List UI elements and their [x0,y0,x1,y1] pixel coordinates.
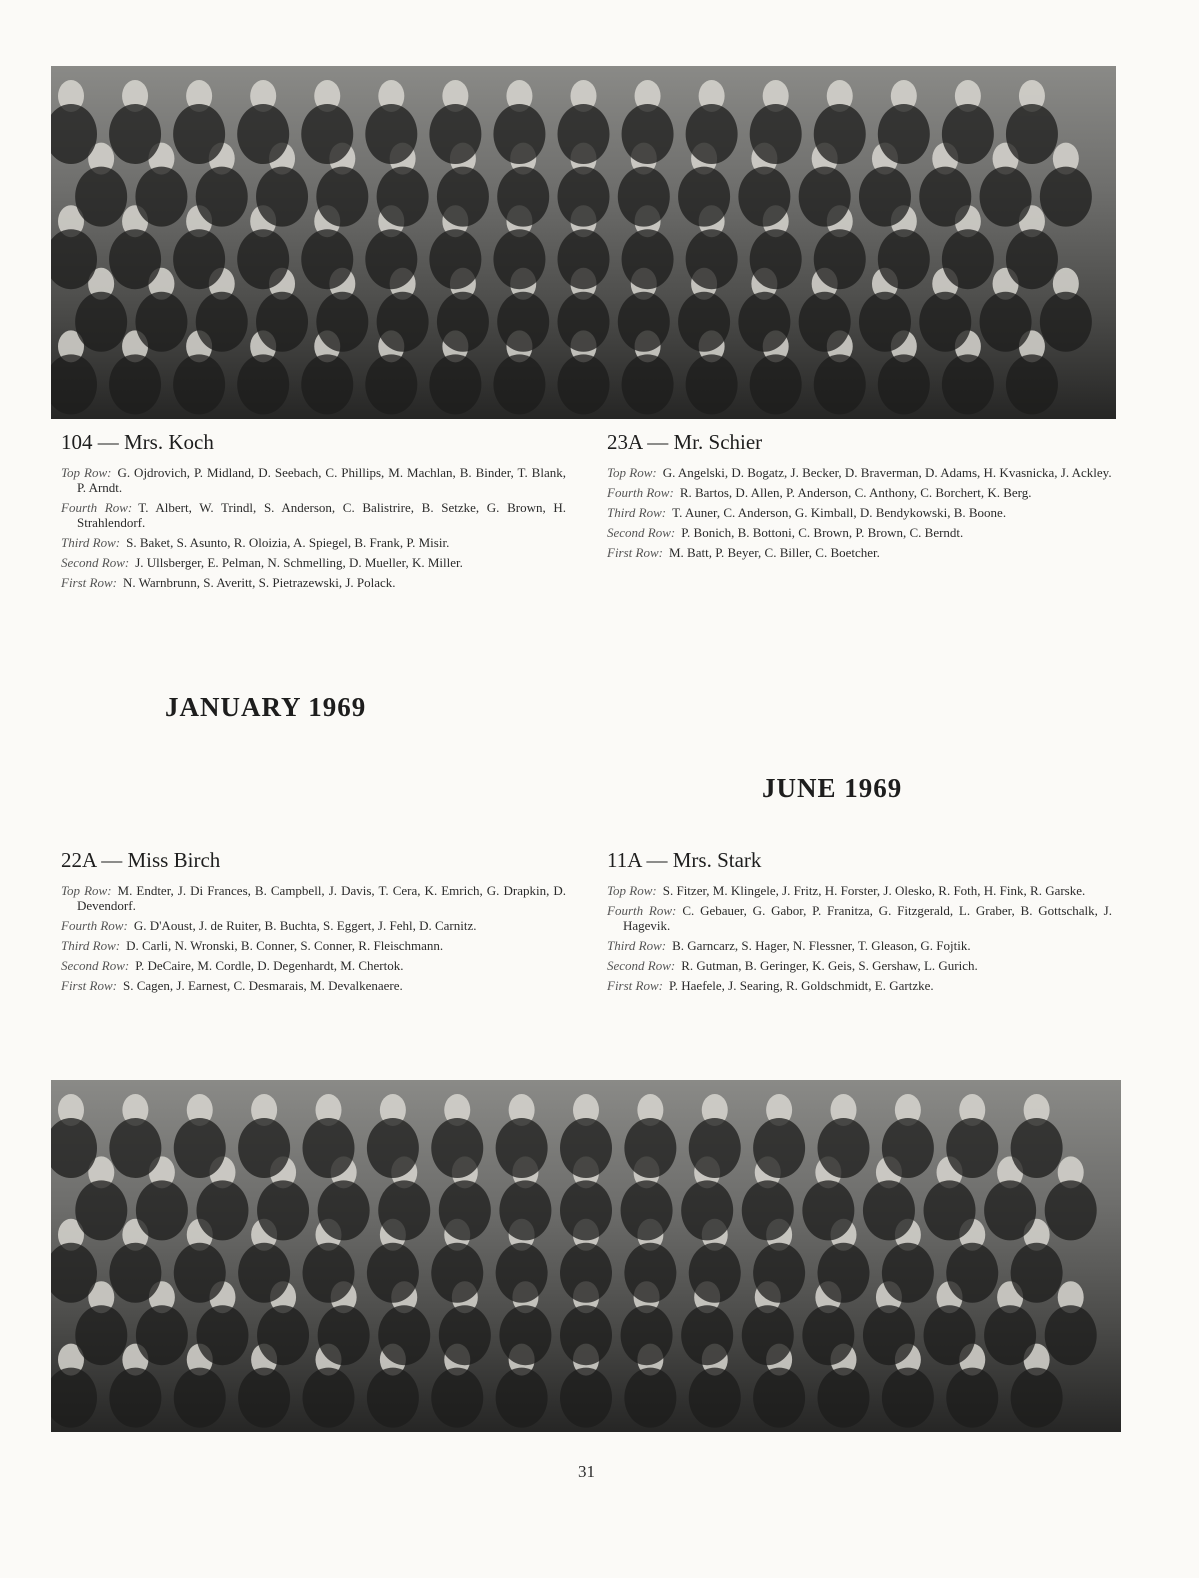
figure-body [882,1368,934,1428]
figure-body [75,1305,127,1365]
figure-body [753,1243,805,1303]
figure-body [174,1368,226,1428]
figure-body [174,1243,226,1303]
figure-body [378,1305,430,1365]
figure-body [818,1368,870,1428]
photo-placeholder-top [51,66,1116,419]
figure-body [946,1243,998,1303]
figure-body [493,104,545,164]
figure-body [689,1243,741,1303]
figure-body [378,1180,430,1240]
figure-body [560,1305,612,1365]
figure-body [689,1118,741,1178]
figure-body [365,229,417,289]
row-names: R. Gutman, B. Geringer, K. Geis, S. Gershaw, L. Gurich. [681,958,978,973]
figure-body [859,292,911,352]
row-names: P. Bonich, B. Bottoni, C. Brown, P. Brown, C. Berndt. [681,525,964,540]
figure-body [109,104,161,164]
figure-body [437,167,489,227]
figure-body [51,354,97,414]
roster-row [61,500,566,530]
figure-body [814,229,866,289]
figure-body [496,1243,548,1303]
figure-body [882,1118,934,1178]
figure-body [1040,292,1092,352]
row-label: First Row: [61,575,117,590]
roster-row [61,555,566,570]
figure-body [51,1368,97,1428]
figure-body [238,1118,290,1178]
figure-body [750,354,802,414]
figure-body [431,1118,483,1178]
figure-body [1006,229,1058,289]
figure-body [499,1180,551,1240]
figure-body [303,1118,355,1178]
figure-body [1006,104,1058,164]
caption-birch [61,848,566,998]
row-label: Third Row: [607,505,667,520]
figure-body [924,1180,976,1240]
figure-body [257,1305,309,1365]
row-label: Second Row: [61,555,130,570]
figure-body [799,167,851,227]
figure-body [558,229,610,289]
row-label: First Row: [61,978,117,993]
roster-row [607,958,1112,973]
roster-row [61,958,566,973]
figure-body [1045,1305,1097,1365]
row-names: T. Auner, C. Anderson, G. Kimball, D. Bendykowski, B. Boone. [672,505,1007,520]
figure-body [621,1180,673,1240]
figure-body [753,1118,805,1178]
figure-body [196,292,248,352]
row-names: D. Carli, N. Wronski, B. Conner, S. Conner, R. Fleischmann. [126,938,444,953]
figure-body [946,1118,998,1178]
row-label: Second Row: [607,525,676,540]
row-names: N. Warnbrunn, S. Averitt, S. Pietrazewski, J. Polack. [122,575,396,590]
row-label: Fourth Row: [61,918,128,933]
caption-koch [61,430,566,595]
roster-row [607,465,1112,480]
row-names: P. Haefele, J. Searing, R. Goldschmidt, E. Gartzke. [668,978,934,993]
figure-body [365,354,417,414]
figure-body [429,354,481,414]
figure-body [173,354,225,414]
figure-body [439,1305,491,1365]
figure-body [257,1180,309,1240]
figure-body [738,292,790,352]
figure-body [429,229,481,289]
row-names: C. Gebauer, G. Gabor, P. Franitza, G. Fitzgerald, L. Graber, B. Gottschalk, J. Hagevik. [623,903,1112,933]
figure-body [238,1368,290,1428]
caption-title: 23A — Mr. Schier [607,430,763,454]
figure-body [439,1180,491,1240]
figure-body [135,292,187,352]
figure-body [942,354,994,414]
figure-body [924,1305,976,1365]
row-names: G. D'Aoust, J. de Ruiter, B. Buchta, S. Eggert, J. Fehl, D. Carnitz. [133,918,477,933]
row-label: Top Row: [607,883,657,898]
figure-body [497,292,549,352]
figure-body [750,229,802,289]
figure-body [882,1243,934,1303]
row-names: B. Garncarz, S. Hager, N. Flessner, T. Gleason, G. Fojtik. [672,938,971,953]
figure-body [1006,354,1058,414]
figure-body [237,354,289,414]
figure-body [560,1368,612,1428]
figure-body [109,1243,161,1303]
figure-body [237,104,289,164]
roster-row [61,535,566,550]
figure-body [558,104,610,164]
figure-body [560,1243,612,1303]
figure-body [367,1243,419,1303]
figure-body [818,1118,870,1178]
figure-body [174,1118,226,1178]
figure-body [689,1368,741,1428]
row-label: Fourth Row: [607,903,677,918]
figure-body [919,292,971,352]
figure-body [618,167,670,227]
row-label: First Row: [607,978,663,993]
figure-body [497,167,549,227]
caption-rows [607,883,1112,993]
figure-body [878,229,930,289]
figure-body [618,292,670,352]
figure-body [109,1368,161,1428]
figure-body [681,1180,733,1240]
figure-body [686,104,738,164]
caption-title: 22A — Miss Birch [61,848,221,872]
figure-body [75,1180,127,1240]
figure-body [237,229,289,289]
class-photo-bottom [51,1080,1121,1432]
figure-body [622,104,674,164]
roster-row [61,938,566,953]
figure-body [196,1305,248,1365]
caption-stark [607,848,1112,998]
figure-body [75,167,127,227]
figure-body [686,229,738,289]
figure-body [799,292,851,352]
figure-body [818,1243,870,1303]
figure-body [367,1368,419,1428]
roster-row [607,505,1112,520]
figure-body [984,1180,1036,1240]
figure-body [1040,167,1092,227]
class-photo-top [51,66,1116,419]
figure-body [814,104,866,164]
figure-body [859,167,911,227]
figure-body [136,1305,188,1365]
figure-body [365,104,417,164]
figure-body [173,229,225,289]
caption-rows [607,465,1112,560]
roster-row [607,545,1112,560]
figure-body [686,354,738,414]
caption-title: 104 — Mrs. Koch [61,430,214,454]
figure-body [318,1180,370,1240]
row-names: M. Batt, P. Beyer, C. Biller, C. Boetcher. [668,545,880,560]
figure-body [303,1368,355,1428]
figure-body [863,1305,915,1365]
figure-body [558,167,610,227]
row-label: Fourth Row: [61,500,133,515]
figure-body [624,1243,676,1303]
figure-body [560,1180,612,1240]
figure-body [1011,1243,1063,1303]
figure-body [377,167,429,227]
figure-body [1045,1180,1097,1240]
figure-body [624,1118,676,1178]
row-label: First Row: [607,545,663,560]
figure-body [919,167,971,227]
figure-body [256,292,308,352]
roster-row [607,938,1112,953]
figure-body [437,292,489,352]
figure-body [621,1305,673,1365]
row-label: Top Row: [61,883,112,898]
figure-body [946,1368,998,1428]
roster-row [61,575,566,590]
figure-body [942,104,994,164]
figure-body [499,1305,551,1365]
row-names: P. DeCaire, M. Cordle, D. Degenhardt, M. Chertok. [135,958,404,973]
photo-placeholder-bottom [51,1080,1121,1432]
figure-body [238,1243,290,1303]
figure-body [622,229,674,289]
roster-row [607,485,1112,500]
row-names: J. Ullsberger, E. Pelman, N. Schmelling, D. Mueller, K. Miller. [135,555,463,570]
figure-body [75,292,127,352]
figure-body [558,292,610,352]
figure-body [558,354,610,414]
row-names: S. Baket, S. Asunto, R. Oloizia, A. Spiegel, B. Frank, P. Misir. [126,535,450,550]
figure-body [624,1368,676,1428]
figure-body [367,1118,419,1178]
roster-row [607,978,1112,993]
row-names: S. Cagen, J. Earnest, C. Desmarais, M. Devalkenaere. [122,978,403,993]
heading-june: JUNE 1969 [762,773,903,803]
figure-body [318,1305,370,1365]
row-names: G. Angelski, D. Bogatz, J. Becker, D. Braverman, D. Adams, H. Kvasnicka, J. Ackley. [662,465,1112,480]
figure-body [431,1243,483,1303]
figure-body [980,167,1032,227]
row-names: T. Albert, W. Trindl, S. Anderson, C. Balistrire, B. Setzke, G. Brown, H. Strahlendorf. [77,500,566,530]
figure-body [560,1118,612,1178]
row-names: S. Fitzer, M. Klingele, J. Fritz, H. Forster, J. Olesko, R. Foth, H. Fink, R. Garske. [662,883,1086,898]
figure-body [750,104,802,164]
figure-body [493,229,545,289]
figure-body [984,1305,1036,1365]
caption-schier [607,430,1112,565]
figure-body [493,354,545,414]
figure-body [753,1368,805,1428]
figure-body [622,354,674,414]
figure-body [316,167,368,227]
figure-body [678,292,730,352]
figure-body [942,229,994,289]
page-number: 31 [578,1462,595,1481]
figure-body [256,167,308,227]
figure-body [316,292,368,352]
figure-body [196,1180,248,1240]
figure-body [1011,1368,1063,1428]
figure-body [109,354,161,414]
figure-body [1011,1118,1063,1178]
row-label: Third Row: [61,938,121,953]
figure-body [742,1180,794,1240]
roster-row [61,883,566,913]
figure-body [301,104,353,164]
figure-body [802,1305,854,1365]
figure-body [429,104,481,164]
figure-body [742,1305,794,1365]
figure-body [814,354,866,414]
figure-body [878,104,930,164]
figure-body [196,167,248,227]
roster-row [607,883,1112,898]
figure-body [301,354,353,414]
row-label: Second Row: [607,958,676,973]
caption-rows [61,465,566,590]
roster-row [607,903,1112,933]
figure-body [303,1243,355,1303]
figure-body [878,354,930,414]
row-names: R. Bartos, D. Allen, P. Anderson, C. Anthony, C. Borchert, K. Berg. [679,485,1032,500]
figure-body [431,1368,483,1428]
figure-body [173,104,225,164]
figure-body [109,229,161,289]
figure-body [802,1180,854,1240]
row-label: Top Row: [607,465,657,480]
figure-body [681,1305,733,1365]
figure-body [109,1118,161,1178]
heading-january: JANUARY 1969 [165,692,367,722]
figure-body [496,1118,548,1178]
roster-row [61,465,566,495]
figure-body [135,167,187,227]
caption-title: 11A — Mrs. Stark [607,848,762,872]
figure-body [678,167,730,227]
row-label: Second Row: [61,958,130,973]
roster-row [61,978,566,993]
roster-row [607,525,1112,540]
figure-body [301,229,353,289]
row-label: Third Row: [61,535,121,550]
row-names: M. Endter, J. Di Frances, B. Campbell, J. Davis, T. Cera, K. Emrich, G. Drapkin, D. Devendorf. [77,883,567,913]
figure-body [738,167,790,227]
figure-body [377,292,429,352]
row-label: Third Row: [607,938,667,953]
figure-body [980,292,1032,352]
row-names: G. Ojdrovich, P. Midland, D. Seebach, C. Phillips, M. Machlan, B. Binder, T. Blank, P. Arndt. [77,465,566,495]
row-label: Top Row: [61,465,112,480]
figure-body [496,1368,548,1428]
caption-rows [61,883,566,993]
roster-row [61,918,566,933]
figure-body [863,1180,915,1240]
row-label: Fourth Row: [607,485,674,500]
figure-body [136,1180,188,1240]
